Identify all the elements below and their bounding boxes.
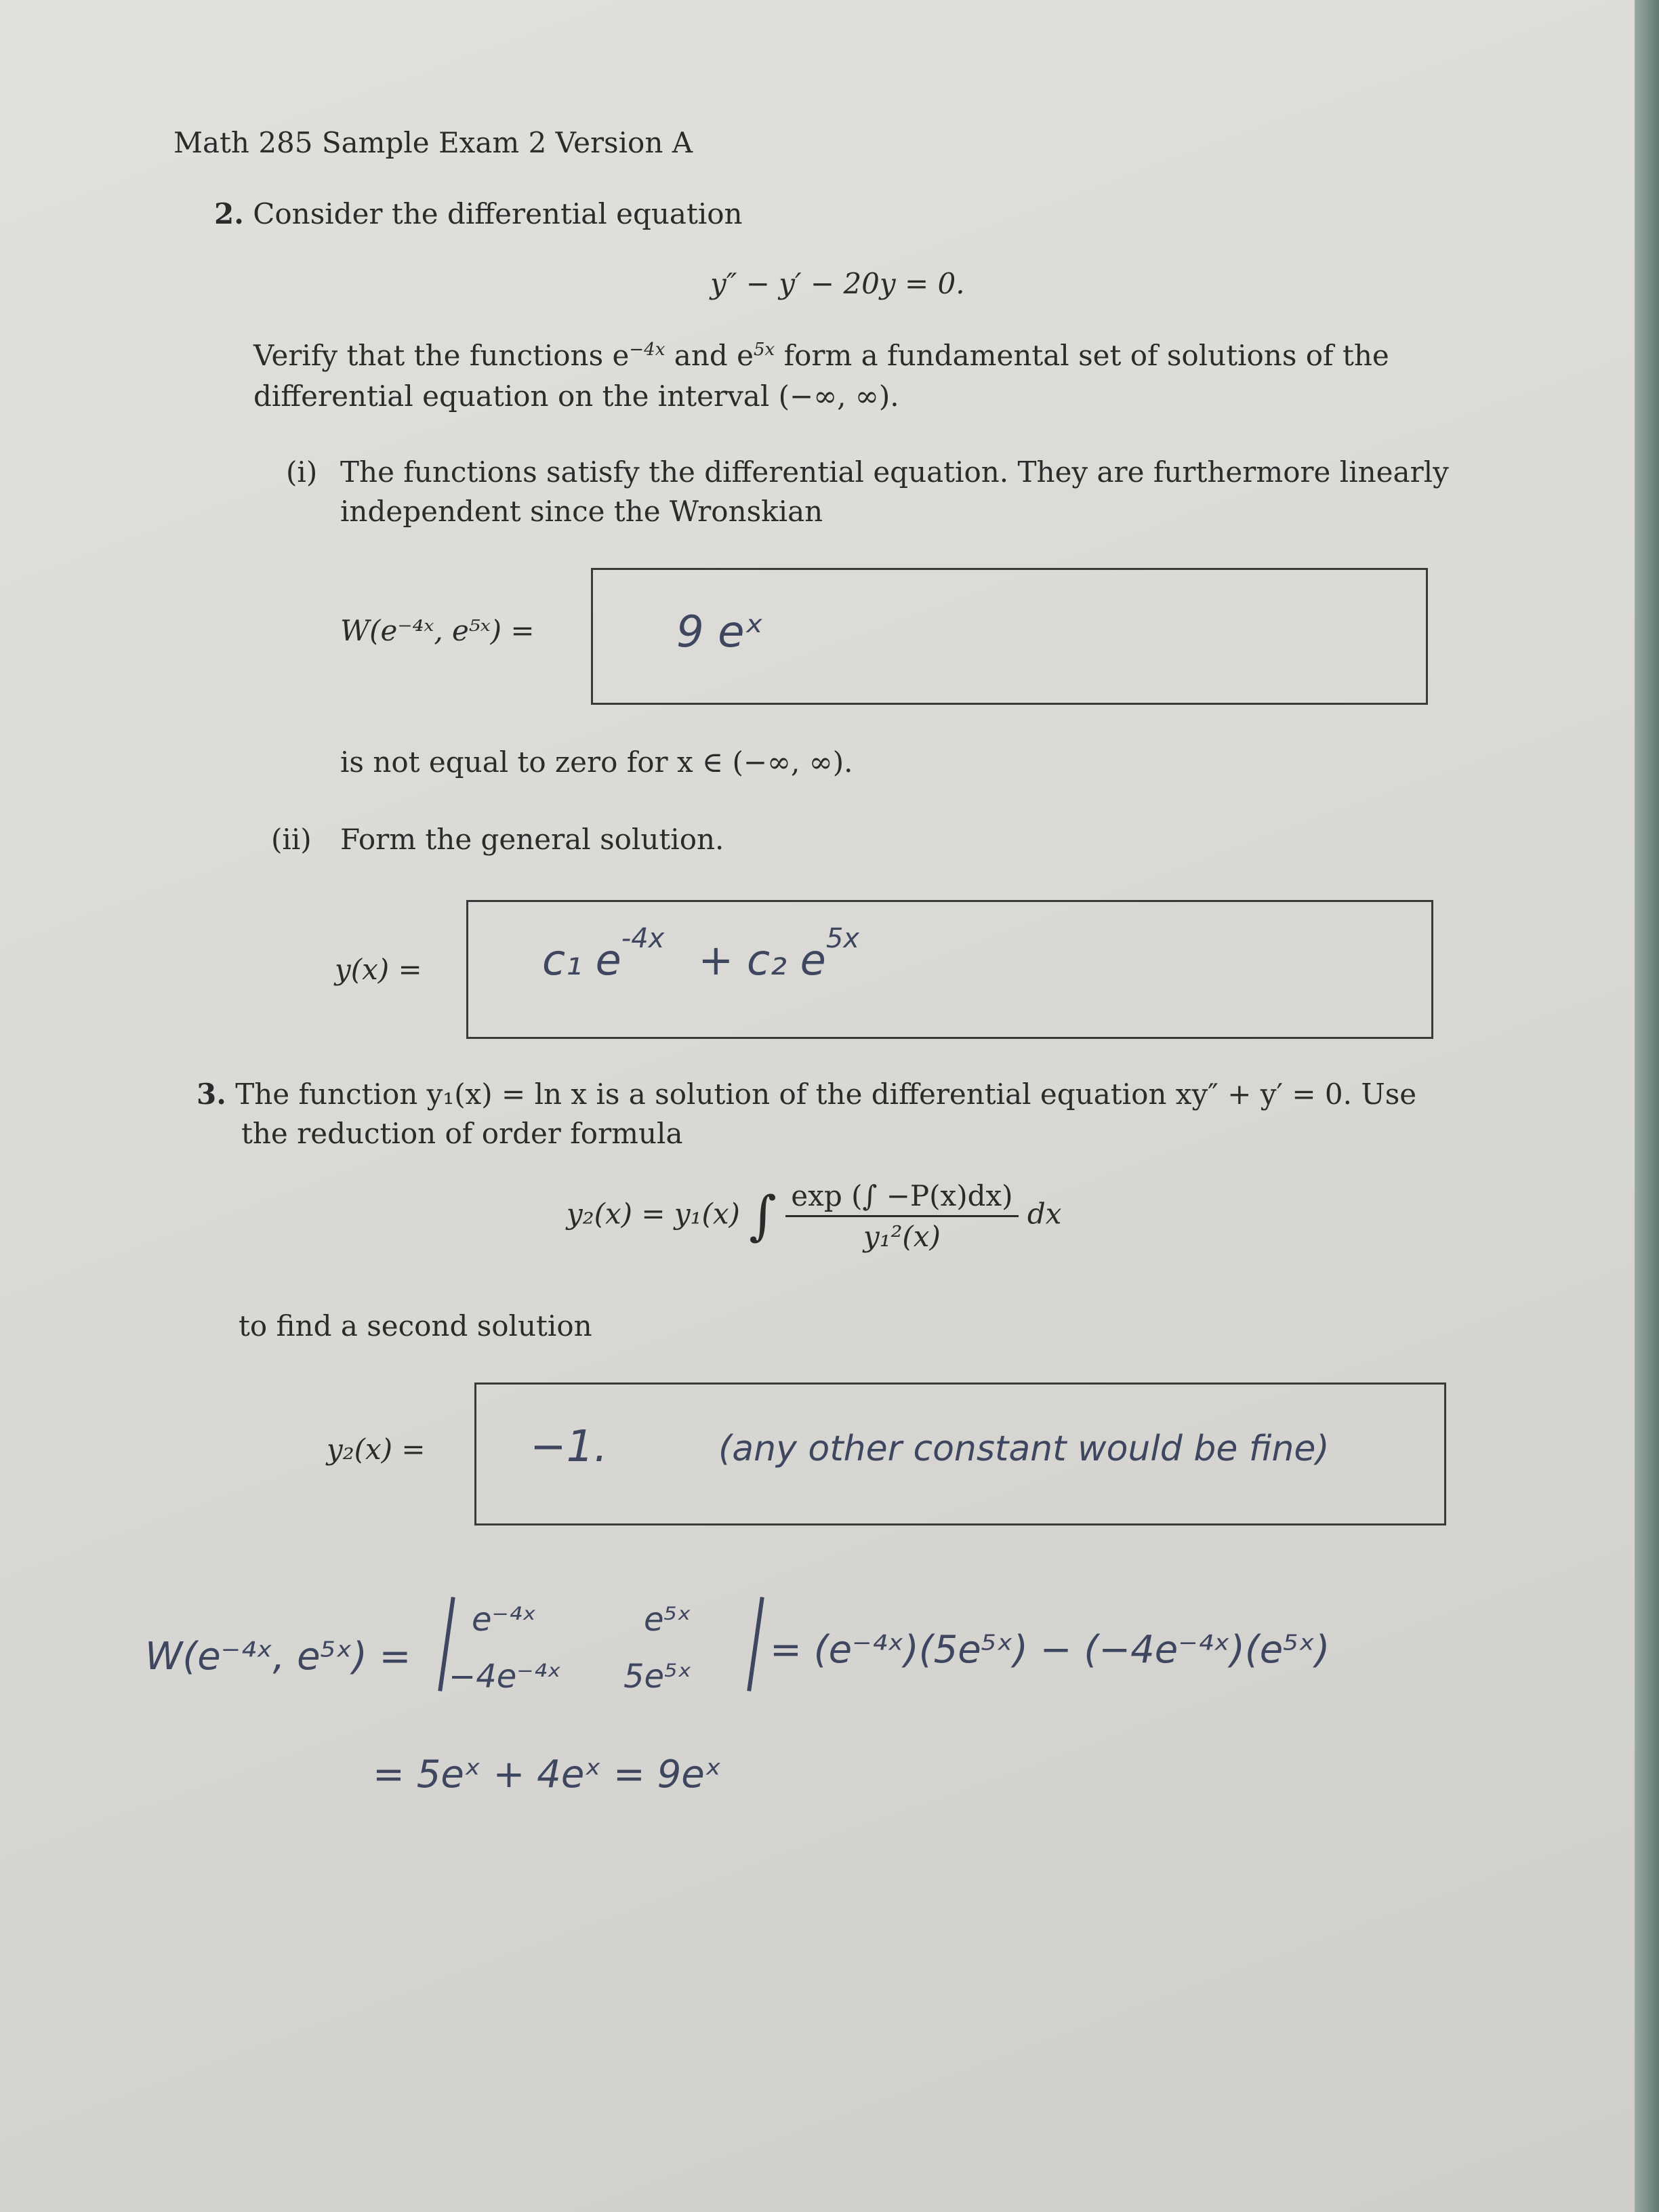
wronskian-answer: 9 eˣ [676, 607, 764, 657]
second-solution-lhs: y₂(x) = [327, 1433, 426, 1466]
verify-text-2: form a fundamental set of solutions of the [775, 339, 1389, 372]
problem-2-intro: Consider the differential equation [253, 197, 743, 230]
formula-numerator: exp (∫ −P(x)dx) [785, 1179, 1018, 1217]
part-i-after: is not equal to zero for x ∈ (−∞, ∞). [340, 745, 853, 779]
general-solution-exp-2: 5x [825, 923, 859, 955]
problem-2-verify-line-1 [253, 339, 1389, 372]
work-matrix-a12: e⁵ˣ [644, 1601, 692, 1639]
general-solution-answer [542, 923, 859, 985]
work-determinant-bar-right [747, 1597, 764, 1691]
reduction-formula [567, 1179, 1062, 1253]
work-wronskian-expansion: = (e⁻⁴ˣ)(5e⁵ˣ) − (−4e⁻⁴ˣ)(e⁵ˣ) [770, 1628, 1330, 1672]
problem-3-after: to find a second solution [239, 1309, 592, 1343]
work-wronskian-result: = 5eˣ + 4eˣ = 9eˣ [373, 1753, 722, 1797]
problem-3-number: 3. [197, 1078, 226, 1111]
exponent-b: 5x [753, 340, 775, 360]
verify-text-1: Verify that the functions e [253, 339, 630, 372]
general-solution-term-2: + c₂ e [698, 935, 826, 985]
second-solution-note: (any other constant would be fine) [718, 1429, 1330, 1469]
part-i-text-2: independent since the Wronskian [340, 495, 823, 528]
problem-2-heading [214, 197, 743, 230]
problem-2-number: 2. [214, 197, 244, 230]
problem-3-text-2: the reduction of order formula [241, 1117, 683, 1150]
problem-2-equation: y″ − y′ − 20y = 0. [710, 267, 965, 300]
work-matrix-a11: e⁻⁴ˣ [472, 1601, 537, 1639]
work-wronskian-lhs: W(e⁻⁴ˣ, e⁵ˣ) = [145, 1635, 411, 1679]
page-title: Math 285 Sample Exam 2 Version A [173, 126, 693, 159]
wronskian-lhs: W(e⁻⁴ˣ, e⁵ˣ) = [340, 614, 535, 647]
background-edge [1635, 0, 1659, 2212]
work-matrix-a22: 5e⁵ˣ [623, 1658, 692, 1696]
formula-fraction [785, 1179, 1018, 1253]
second-solution-answer: −1. [530, 1422, 608, 1472]
part-i-text-1: The functions satisfy the differential equation. They are furthermore linearly [340, 455, 1449, 489]
part-ii-text: Form the general solution. [340, 823, 724, 856]
problem-3-heading [197, 1078, 1416, 1111]
work-matrix-a21: −4e⁻⁴ˣ [449, 1658, 562, 1696]
problem-3-text-1: The function y₁(x) = ln x is a solution of the differential equation xy″ + y′ = 0. Use [235, 1078, 1417, 1111]
problem-2-verify-line-2: differential equation on the interval (−∞, ∞). [253, 380, 899, 413]
general-solution-term-1: c₁ e [542, 935, 621, 985]
general-solution-exp-1: -4x [621, 923, 665, 955]
formula-lhs: y₂(x) = y₁(x) [567, 1197, 740, 1231]
formula-denominator: y₁²(x) [863, 1220, 941, 1253]
part-ii-label: (ii) [271, 823, 312, 856]
formula-dx: dx [1027, 1197, 1062, 1231]
and-text: and e [665, 339, 754, 372]
part-i-label: (i) [286, 455, 318, 489]
formula-integral: ∫ [749, 1185, 777, 1247]
general-solution-lhs: y(x) = [335, 953, 422, 986]
exponent-a: −4x [629, 340, 665, 360]
